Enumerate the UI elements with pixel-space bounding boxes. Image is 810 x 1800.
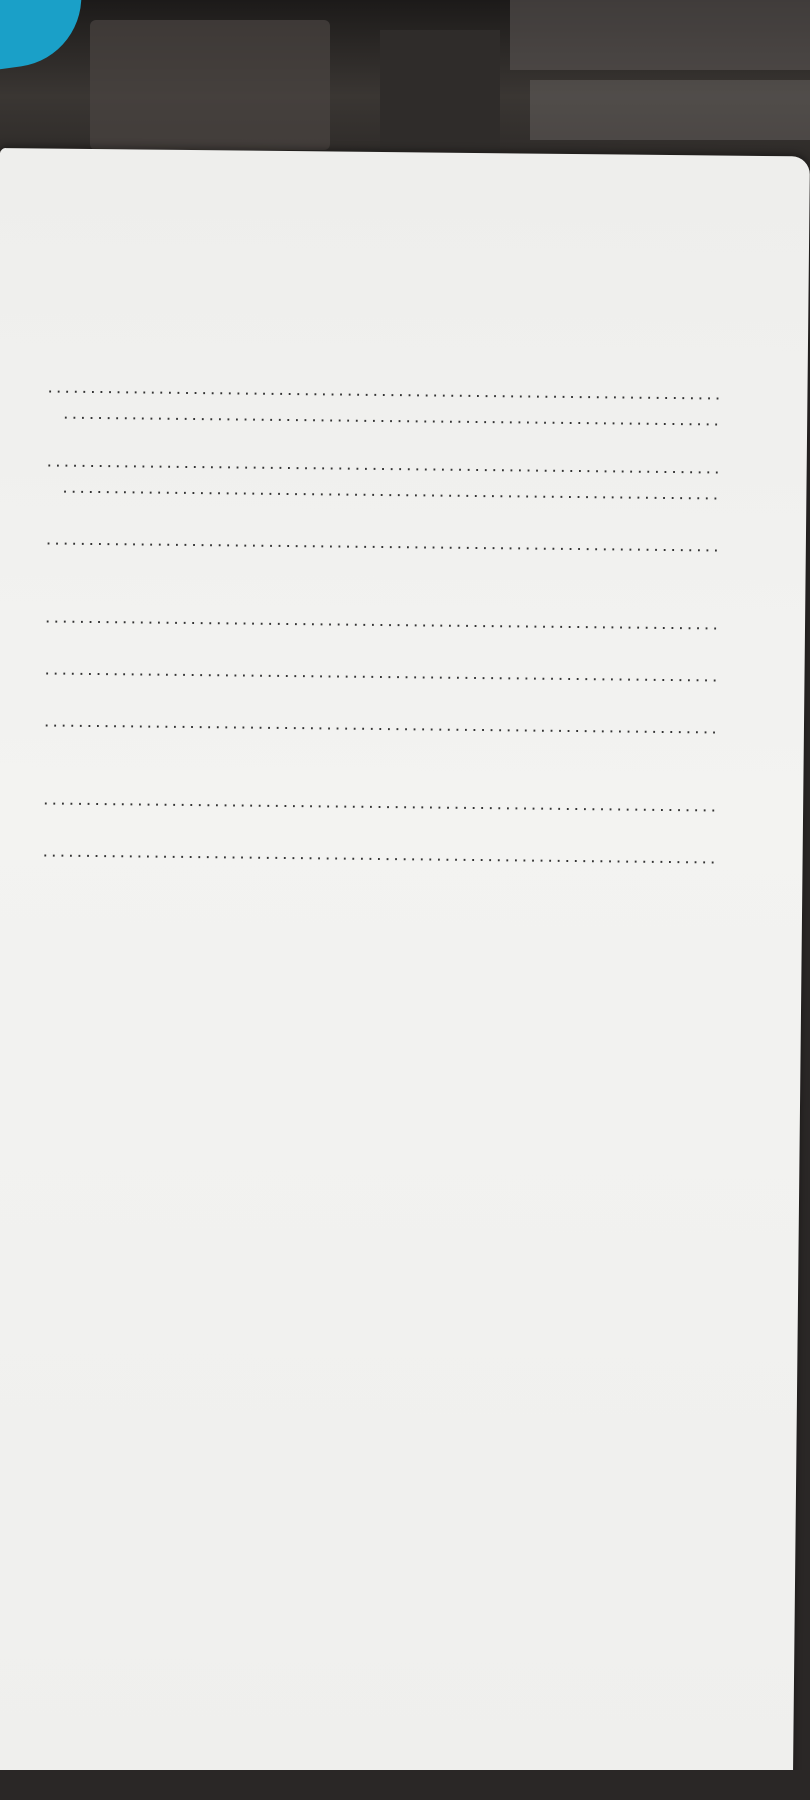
background-object <box>510 0 810 70</box>
photo-bottom-edge <box>0 1770 810 1800</box>
background-object <box>530 80 810 140</box>
book-page <box>0 148 810 1786</box>
background-object <box>90 20 330 150</box>
table-of-contents <box>38 280 759 873</box>
background-object <box>380 30 500 150</box>
background-blue-object <box>0 0 90 73</box>
